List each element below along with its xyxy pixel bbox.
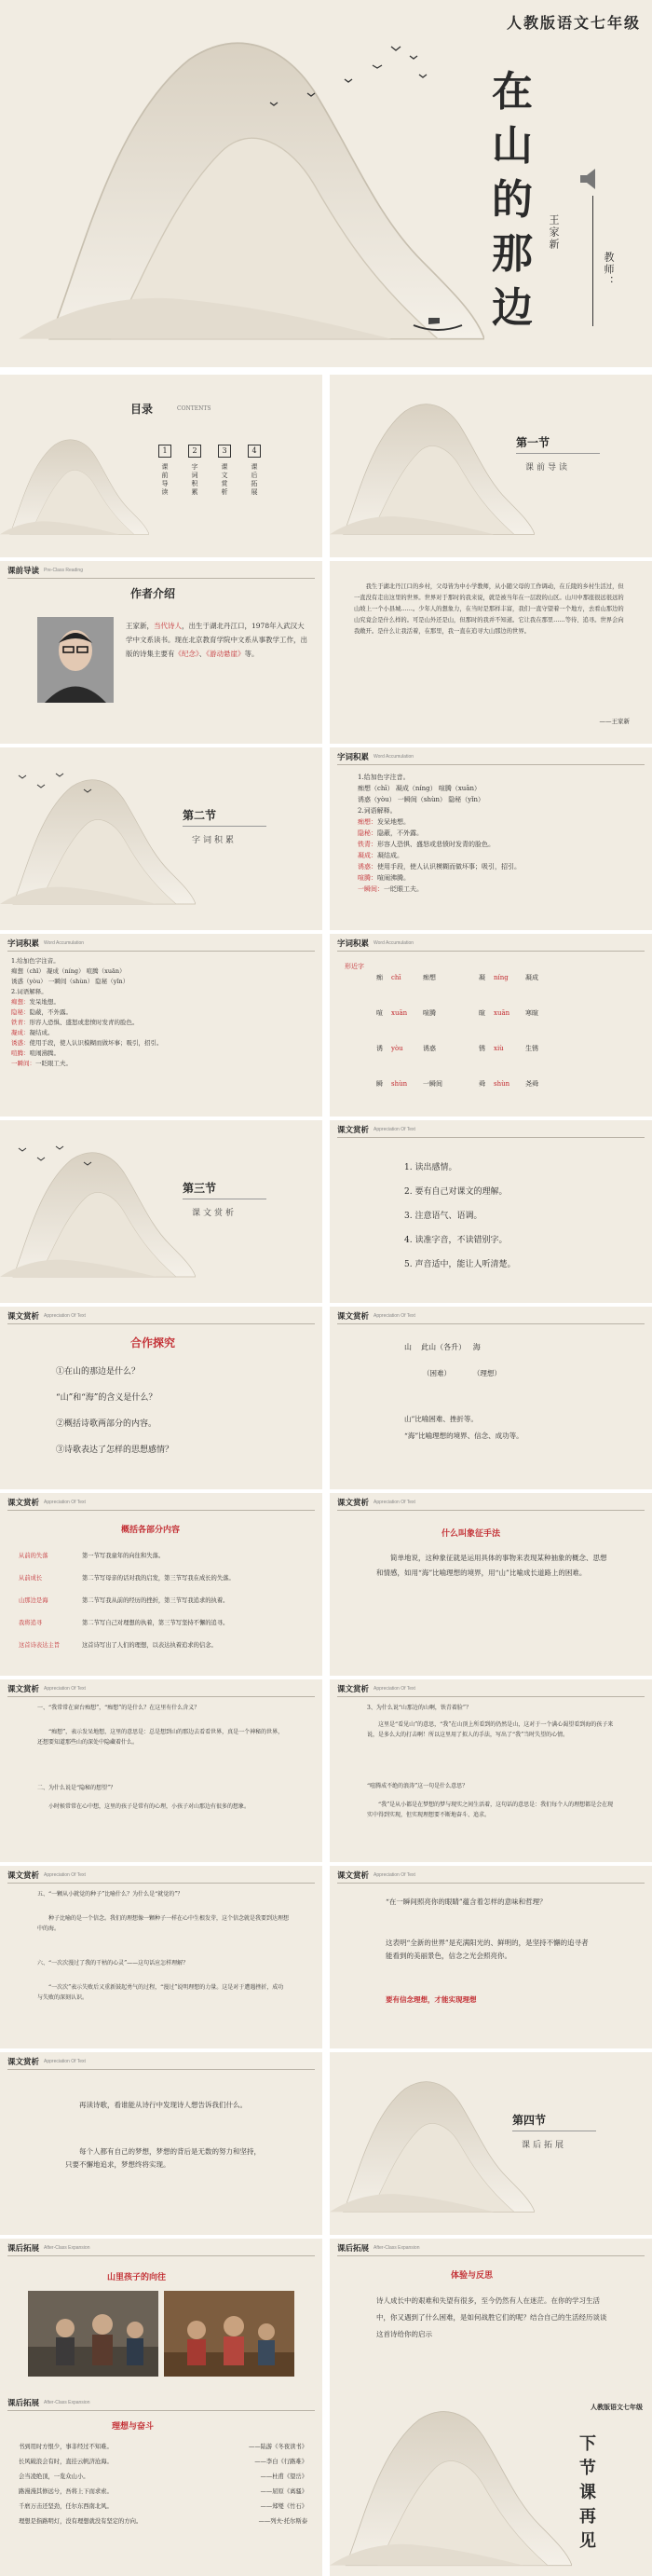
slide-header: 课后拓展 After-Class Expansion	[0, 2239, 322, 2257]
conclusion-text: 每个人都有自己的梦想，梦想的背后是无数的努力和坚持，只要不懈地追求，梦想终将实现。	[65, 2147, 261, 2169]
boat-icon	[410, 312, 466, 333]
slide-header: 课前导读 Pre-Class Reading	[0, 561, 322, 580]
tree-root: 形近字	[345, 963, 364, 970]
list-item: 路漫漫其修远兮，吾将上下而求索。 ——屈原《离骚》	[19, 2488, 307, 2495]
section-number: 第一节	[516, 436, 550, 449]
section-title: 合作探究	[130, 1336, 176, 1350]
mountain-sea-row: 山 此山（各升） 海	[404, 1343, 481, 1351]
list-item: 1. 读出感情。	[404, 1163, 457, 1172]
slide-header: 课文赏析 Appreciation Of Text	[330, 1679, 652, 1698]
birds-icon	[9, 766, 121, 803]
slide-header: 课后拓展 After-Class Expansion	[330, 2239, 652, 2257]
section-title: 理想与奋斗	[112, 2422, 155, 2432]
toc-item[interactable]: 2 字词积累	[188, 445, 201, 497]
reading-list	[404, 1156, 515, 1277]
question: “山”和“海”的含义是什么？	[56, 1393, 157, 1403]
title-char: 山	[492, 122, 533, 170]
word-tree	[376, 960, 646, 1102]
cover-title	[484, 65, 540, 336]
toc-subtitle: CONTENTS	[177, 405, 211, 412]
teacher-label: 教师：	[603, 252, 615, 288]
title-char: 在	[492, 68, 533, 116]
slide-header: 课文赏析 Appreciation Of Text	[0, 1866, 322, 1884]
answer: 小时候常常在心中想，这里的孩子是常有的心理，小孩子对山那边有很多的想象。	[48, 1803, 251, 1810]
conclusion-slide	[0, 2052, 322, 2235]
symbolism-text: 简单地说，这种象征就是运用具体的事物来表现某种抽象的概念、思想和情感，如用“海”比喻理想的境界，用“山”比喻成长道路上的困难。	[376, 1554, 607, 1577]
section-number: 第二节	[183, 809, 217, 822]
divider	[183, 826, 266, 827]
mountain-art	[330, 375, 535, 557]
mountain-art	[0, 412, 149, 557]
answer: “痴想”，表示发呆地想，这里的意思是：总是想到山的那边去看看世界，真是一个神秘的世界，还想要知道那些山的深处中隐藏着什么。	[37, 1729, 284, 1746]
author-quote: 我生于湖北丹江口的乡村，父母皆为中小学教师，从小随父母的工作调动，在丘陵的乡村生活过，但一直没有走出这里的世界。世界对于那时的我来说，就是被当年在一层段的山区。山川中那座很远很远的山坡上一个小县城……。少年人的想象力，在当时是那样丰富，我们一直守望着一个地方，去看山那边的山究竟会是什么样的。可是山外还是山，但那时的我并不知道。它让我在那里……等待、追寻。世界会向我敞开。是什么让我活着，在那里，我一直在追寻大山那边的世界。	[354, 583, 624, 635]
list-item: 5. 声音适中，能让人听清楚。	[404, 1260, 516, 1269]
list-item: 会当凌绝顶，一览众山小。 ——杜甫《望岳》	[19, 2473, 307, 2480]
toc-item[interactable]: 3 课文赏析	[218, 445, 231, 497]
mountain-sea-slide	[330, 1307, 652, 1489]
grade-label: 人教版语文七年级	[506, 14, 641, 32]
slide-header: 课后拓展 After-Class Expansion	[0, 2393, 322, 2412]
birds-icon	[251, 37, 438, 112]
explanation: 山”比喻困难、挫折等。 “海”比喻理想的境界、信念、成功等。	[404, 1415, 523, 1440]
slide-header: 课文赏析 Appreciation Of Text	[330, 1307, 652, 1325]
table-row: 从前成长 第二节写母亲的话对我的启发，第三节写我在成长的失落。	[19, 1575, 235, 1582]
question-slide-b	[330, 1679, 652, 1862]
list-item: 2. 要有自己对课文的理解。	[404, 1187, 508, 1197]
slide-header: 课文赏析 Appreciation Of Text	[0, 1307, 322, 1325]
slide-header: 字词积累 Word Accumulation	[330, 747, 652, 766]
slide-header: 课文赏析 Appreciation Of Text	[0, 2052, 322, 2071]
summary-table	[19, 1545, 317, 1657]
answer: “我”是从小都是在梦想的梦与现实之间生活着，这句话的意思是：我们每个人的理想都是会在现实中得到实现，但实现理想要不断地奋斗、追求。	[367, 1802, 614, 1818]
list-item: 千磨万击还坚劲，任尔东西南北风。 ——郑燮《竹石》	[19, 2503, 307, 2510]
question-list	[56, 1359, 173, 1463]
table-row: 我将追寻 第二节写自己对理想的执着，第三节写坚持不懈的追寻。	[19, 1620, 229, 1626]
conclusion-text: 再读诗歌，看谁能从诗行中发现诗人想告诉我们什么。	[79, 2101, 247, 2109]
toc-list	[158, 445, 261, 497]
slide-header: 字词积累 Word Accumulation	[330, 934, 652, 952]
list-item: 3. 注意语气、语调。	[404, 1212, 482, 1221]
author-bio: 王家新，当代诗人，出生于湖北丹江口，1978年入武汉大学中文系读书。现在北京教育学院中文系从事教学工作，出版的诗集主要有《纪念》、《游动悬崖》等。	[126, 622, 307, 658]
slide-header: 课文赏析 Appreciation Of Text	[330, 1120, 652, 1139]
question: 五、“一颗从小就觉的种子”比喻什么？为什么是“就觉的”？	[37, 1891, 183, 1898]
question: 一、“我常常在窗台痴想”，“痴想”的是什么？在这里有什么含义？	[37, 1705, 200, 1711]
section-title: 山里孩子的向往	[107, 2273, 167, 2282]
toc-item[interactable]: 1 课前导读	[158, 445, 171, 497]
answer: 这里是“看见山”的意思，“我”在山顶上所看到的仍然是山，这对于一个满心渴望看到海的孩子来说，是多么大的打击啊！所以这里用了拟人的手法，写出了“我”当时失望的心情。	[367, 1721, 614, 1738]
section-title: 概括各部分内容	[121, 1526, 181, 1535]
table-row: 这首诗表达主旨 这首诗写出了人们的理想，以表达执着追求的信念。	[19, 1642, 217, 1649]
slide-header: 课文赏析 Appreciation Of Text	[330, 1493, 652, 1512]
section-name: 课文赏析	[192, 1209, 238, 1218]
cover-slide	[0, 0, 652, 367]
question-slide-a	[0, 1679, 322, 1862]
section-name: 字词积累	[192, 836, 238, 845]
ending-slide	[330, 2393, 652, 2576]
reflect-text: 诗人成长中的艰难和失望有很多，至今仍然有人在迷茫。在你的学习生活中，你又遇到了什么困难，是如何战胜它们的呢？结合自己的生活经历谈谈这首诗给你的启示	[376, 2296, 607, 2338]
question: ③诗歌表达了怎样的思想感情？	[56, 1446, 174, 1455]
table-row: 从前的失落 第一节写我童年的向往和失落。	[19, 1553, 165, 1559]
question-slide-c	[0, 1866, 322, 2048]
slide-header: 课文赏析 Appreciation Of Text	[0, 1493, 322, 1512]
section1-slide	[330, 375, 652, 557]
symbolism-slide	[330, 1493, 652, 1676]
grade-label: 人教版语文七年级	[591, 2403, 643, 2411]
words-slide-a	[330, 747, 652, 930]
summary-slide	[0, 1493, 322, 1676]
section-name: 课后拓展	[522, 2141, 567, 2150]
coop-slide	[0, 1307, 322, 1489]
word-group: 痴 chī 痴想 凝 níng 凝成	[376, 974, 538, 981]
slide-header: 字词积累 Word Accumulation	[0, 934, 322, 952]
section-name: 课前导读	[525, 463, 571, 473]
emphasis: 要有信念理想，才能实现理想	[386, 1995, 477, 2004]
word-exercise: 1.给加色字注音。 痴想（chī） 凝成（níng） 喧腾（xuān） 诱惑（yòu） 一瞬间（shùn） 隐秘（yǐn） 2.词语解释。 痴想：发呆地想。 隐秘：隐蔽，不外露。 铁青：形容人恐惧、盛怒或悲愤时发青的脸色。 凝成：凝结成。 诱惑：使用手段，使人认识模糊而做坏事；吸引，招引。 喧腾：喧闹沸腾。 一瞬间：一眨眼工夫。	[358, 774, 521, 893]
question: 二、为什么说是“隐秘的想望”？	[37, 1785, 116, 1791]
reading-slide	[330, 1120, 652, 1303]
mountain-art	[330, 2052, 535, 2235]
question-slide-d	[330, 1866, 652, 2048]
list-item: 4. 读准字音，不读错别字。	[404, 1236, 508, 1245]
section-title: 体验与反思	[451, 2271, 494, 2281]
author-photo	[37, 617, 114, 703]
slide-header: 课文赏析 Appreciation Of Text	[0, 1679, 322, 1698]
words-tree-slide	[330, 934, 652, 1117]
slide-header: 课文赏析 Appreciation Of Text	[330, 1866, 652, 1884]
question: ①在山的那边是什么？	[56, 1367, 141, 1377]
question: “喧腾成不绝的浪涛”这一句是什么意思？	[367, 1783, 469, 1789]
toc-slide	[0, 375, 322, 557]
word-group: 喧 xuān 喧腾 暄 xuān 寒暄	[376, 1009, 538, 1017]
question: ②概括诗歌两部分的内容。	[56, 1419, 157, 1429]
word-group: 诱 yòu 诱惑 锈 xiù 生锈	[376, 1045, 538, 1052]
list-item: 长风破浪会有时，直挂云帆济沧海。 ——李白《行路难》	[19, 2459, 307, 2465]
quotes-slide	[0, 2393, 322, 2576]
cover-author: 王家新	[548, 214, 560, 251]
quote-list	[19, 2440, 307, 2529]
section-number: 第三节	[183, 1182, 217, 1195]
divider	[592, 196, 593, 326]
answer: “一次次”表示失败后又重新鼓起勇气的过程，“漫过”说明理想的力量。这是对于遭遇挫折，成功与失败的深刻认识。	[37, 1984, 284, 2001]
mountain-art	[330, 2393, 572, 2576]
section-number: 第四节	[512, 2114, 547, 2127]
section2-slide	[0, 747, 322, 930]
children-photo-1	[28, 2291, 158, 2377]
words-slide-b	[0, 934, 322, 1117]
section4-slide	[330, 2052, 652, 2235]
list-item: 书到用时方恨少，事非经过不知难。 ——陆游《冬夜读书》	[19, 2444, 307, 2450]
author-intro-slide	[0, 561, 322, 744]
section3-slide	[0, 1120, 322, 1303]
list-item: 理想是指路明灯，没有理想就没有坚定的方向。 ——列夫·托尔斯泰	[19, 2518, 307, 2525]
divider	[516, 453, 600, 454]
question: 六、“一次次漫过了我的干枯的心灵”——这句话应怎样理解？	[37, 1960, 189, 1966]
meaning-row: （困难） （理想）	[423, 1369, 501, 1377]
answer: 这表明“全新的世界”是充满阳光的、鲜明的，是坚持不懈的追寻者能看到的美丽景色，信念之光会照亮你。	[386, 1939, 589, 1960]
question: “在一瞬间照亮你的眼睛”蕴含着怎样的意味和哲理？	[386, 1898, 547, 1906]
section-title: 作者介绍	[130, 587, 176, 600]
toc-title: 目录	[130, 403, 154, 416]
farewell-text: 下 节 课 再 见	[579, 2434, 596, 2551]
speaker-icon[interactable]	[577, 166, 607, 192]
title-char: 边	[492, 284, 533, 332]
author-quote-slide	[330, 561, 652, 744]
answer: 种子比喻的是一个信念。我们的理想像一颗种子一样在心中生根发芽，这个信念就是我要到达理想中的海。	[37, 1915, 290, 1932]
table-row: 山那边是海 第二节写我从前的经历的挫折，第三节写我追求的执着。	[19, 1597, 229, 1604]
word-group: 瞬 shùn 一瞬间 舜 shùn 尧舜	[376, 1080, 538, 1088]
birds-icon	[9, 1139, 121, 1176]
word-exercise: 1.给加色字注音。 痴想（chī） 凝成（níng） 喧腾（xuān） 诱惑（yòu） 一瞬间（shùn） 隐秘（yǐn） 2.词语解释。 痴想：发呆地想。 隐秘：隐蔽，不外露。 铁青：形容人恐惧、盛怒或悲愤时发青的脸色。 凝成：凝结成。 诱惑：使用手段，使人认识模糊而做坏事；吸引，招引。 喧腾：喧闹沸腾。 一瞬间：一眨眼工夫。	[11, 957, 163, 1067]
question: 3、为什么说“山那边的山啊，铁青着脸”？	[367, 1705, 471, 1711]
toc-item[interactable]: 4 课后拓展	[248, 445, 261, 497]
quote-sign: ——王家新	[599, 718, 630, 725]
title-char: 的	[492, 176, 533, 224]
children-photo-2	[164, 2291, 294, 2377]
title-char: 那	[492, 230, 533, 278]
section-title: 什么叫象征手法	[441, 1529, 501, 1539]
